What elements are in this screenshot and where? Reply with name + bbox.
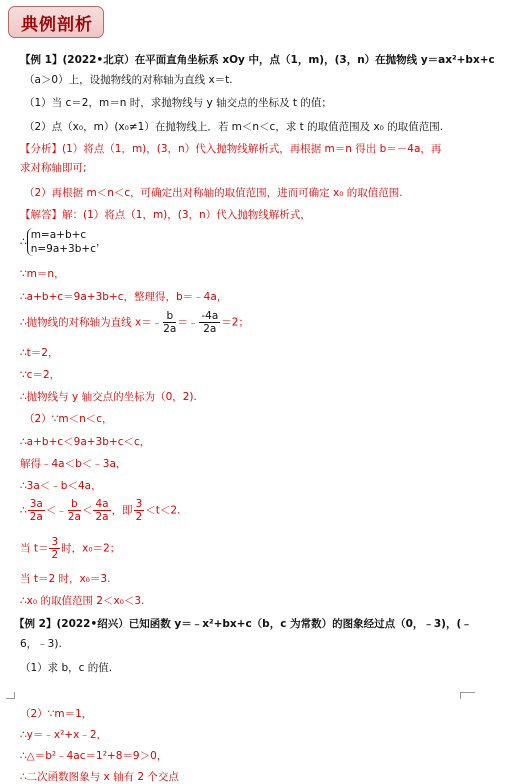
frac-den: 2a bbox=[95, 511, 109, 523]
when-post: 时，x₀＝2； bbox=[61, 542, 121, 555]
frac-3a-2a bbox=[28, 498, 45, 523]
margin-mark-right bbox=[460, 692, 475, 699]
system-comma: ， bbox=[95, 236, 107, 248]
frac-num: 3 bbox=[135, 498, 143, 510]
ex2-part1: （1）求 b，c 的值. bbox=[20, 662, 113, 674]
ineq-m3: ，即 bbox=[111, 504, 133, 517]
axis-pre: ∴抛物线的对称轴为直线 x＝﹣ bbox=[20, 316, 163, 329]
ineq-m2: ＜ bbox=[81, 504, 93, 517]
ex2-step-y: ∴y＝﹣x²+x﹣2， bbox=[20, 729, 108, 741]
frac-num: b bbox=[68, 498, 81, 511]
ineq-pre: ∴ bbox=[20, 504, 27, 517]
frac-den: 2 bbox=[135, 511, 143, 523]
ex1-title: 【例 1】(2022•北京）在平面直角坐标系 xOy 中，点（1，m)，(3，n）在抛物线 y＝ax²+bx+c bbox=[20, 54, 495, 66]
step-t-2: ∴t＝2， bbox=[20, 347, 59, 359]
section-header bbox=[8, 6, 104, 38]
frac-den: 2a bbox=[67, 511, 81, 523]
axis-post: ＝2； bbox=[221, 316, 249, 329]
system-brace bbox=[27, 228, 96, 256]
frac-3-2-b bbox=[49, 536, 60, 561]
solution-start: 【解答】解：(1）将点（1，m)，(3，n）代入抛物线解析式， bbox=[20, 209, 311, 221]
step-c-2: ∵c＝2， bbox=[20, 369, 61, 381]
step-m-eq-n: ∵m＝n， bbox=[20, 268, 65, 280]
frac-b-2a bbox=[163, 310, 176, 335]
frac-4a-2a bbox=[93, 498, 110, 523]
ex2-title: 【例 2】(2022•绍兴）已知函数 y＝﹣x²+bx+c（b，c 为常数）的图象经过点（0，﹣3)，(﹣ bbox=[14, 618, 472, 630]
ineq-m1: ＜﹣ bbox=[45, 504, 67, 517]
ex2-step-intersections: ∴二次函数图象与 x 轴有 2 个交点 bbox=[20, 771, 179, 783]
system-eq-2: n=9a+3b+c bbox=[30, 243, 96, 255]
frac-den: 2 bbox=[51, 549, 59, 561]
analysis-1b: 求对称轴即可; bbox=[20, 162, 87, 174]
step-ineq-1: ∴a+b+c＜9a+3b+c＜c， bbox=[20, 436, 151, 448]
when-pre: 当 t＝ bbox=[20, 542, 49, 555]
system-eq-1: m=a+b+c bbox=[30, 229, 87, 241]
frac-den: 2a bbox=[203, 323, 217, 335]
analysis-1: 【分析】(1）将点（1，m)，(3，n）代入抛物线解析式，再根据 m＝n 得出 b＝－4a，再 bbox=[20, 143, 442, 155]
frac-num: 3 bbox=[51, 536, 59, 548]
therefore-sign: ∴ bbox=[20, 236, 27, 248]
step-part2: （2）∵m＜n＜c， bbox=[24, 413, 113, 425]
step-when-t-2: 当 t＝2 时，x₀＝3. bbox=[20, 573, 111, 585]
frac-neg4a-2a bbox=[199, 310, 220, 335]
margin-mark-left bbox=[6, 692, 15, 699]
ex2-step-delta: ∴△＝b²﹣4ac＝1²+8＝9＞0， bbox=[20, 750, 168, 762]
ex1-condition: （a＞0）上，设抛物线的对称轴为直线 x＝t. bbox=[24, 74, 233, 86]
frac-num: 4a bbox=[95, 498, 109, 510]
ex2-title-cont: 6，﹣3). bbox=[20, 638, 62, 650]
equation-system bbox=[20, 228, 106, 256]
step-ineq-frac bbox=[20, 498, 180, 523]
step-when-t-3-2 bbox=[20, 536, 120, 561]
ineq-post: ＜t＜2. bbox=[145, 504, 181, 517]
step-x0-range: ∴x₀ 的取值范围 2＜x₀＜3. bbox=[20, 595, 145, 607]
frac-den: 2a bbox=[163, 323, 177, 335]
step-axis bbox=[20, 310, 249, 335]
analysis-2: （2）再根据 m＜n＜c，可确定出对称轴的取值范围，进而可确定 x₀ 的取值范围. bbox=[24, 187, 403, 199]
ex1-part2: （2）点（x₀，m）(x₀≠1）在抛物线上．若 m＜n＜c，求 t 的取值范围及 x₀ 的取值范围. bbox=[24, 121, 444, 133]
step-ineq-2: 解得﹣4a＜b＜﹣3a， bbox=[20, 458, 127, 470]
frac-num: -4a bbox=[201, 310, 219, 322]
step-simplify: ∴a+b+c＝9a+3b+c，整理得，b＝﹣4a， bbox=[20, 291, 228, 303]
step-intercept: ∴抛物线与 y 轴交点的坐标为（0，2). bbox=[20, 391, 197, 403]
frac-num: 3a bbox=[29, 498, 43, 510]
frac-den: 2a bbox=[29, 511, 43, 523]
frac-num: b bbox=[163, 310, 176, 323]
step-ineq-3: ∴3a＜﹣b＜4a， bbox=[20, 480, 102, 492]
section-title: 典例剖析 bbox=[21, 14, 93, 35]
frac-3-2 bbox=[134, 498, 145, 523]
ex1-part1: （1）当 c＝2，m＝n 时，求抛物线与 y 轴交点的坐标及 t 的值； bbox=[24, 97, 332, 109]
axis-mid: ＝﹣ bbox=[177, 316, 199, 329]
ex2-step-m1: （2）∵m＝1， bbox=[20, 708, 93, 720]
frac-b-2a-2 bbox=[68, 498, 81, 523]
